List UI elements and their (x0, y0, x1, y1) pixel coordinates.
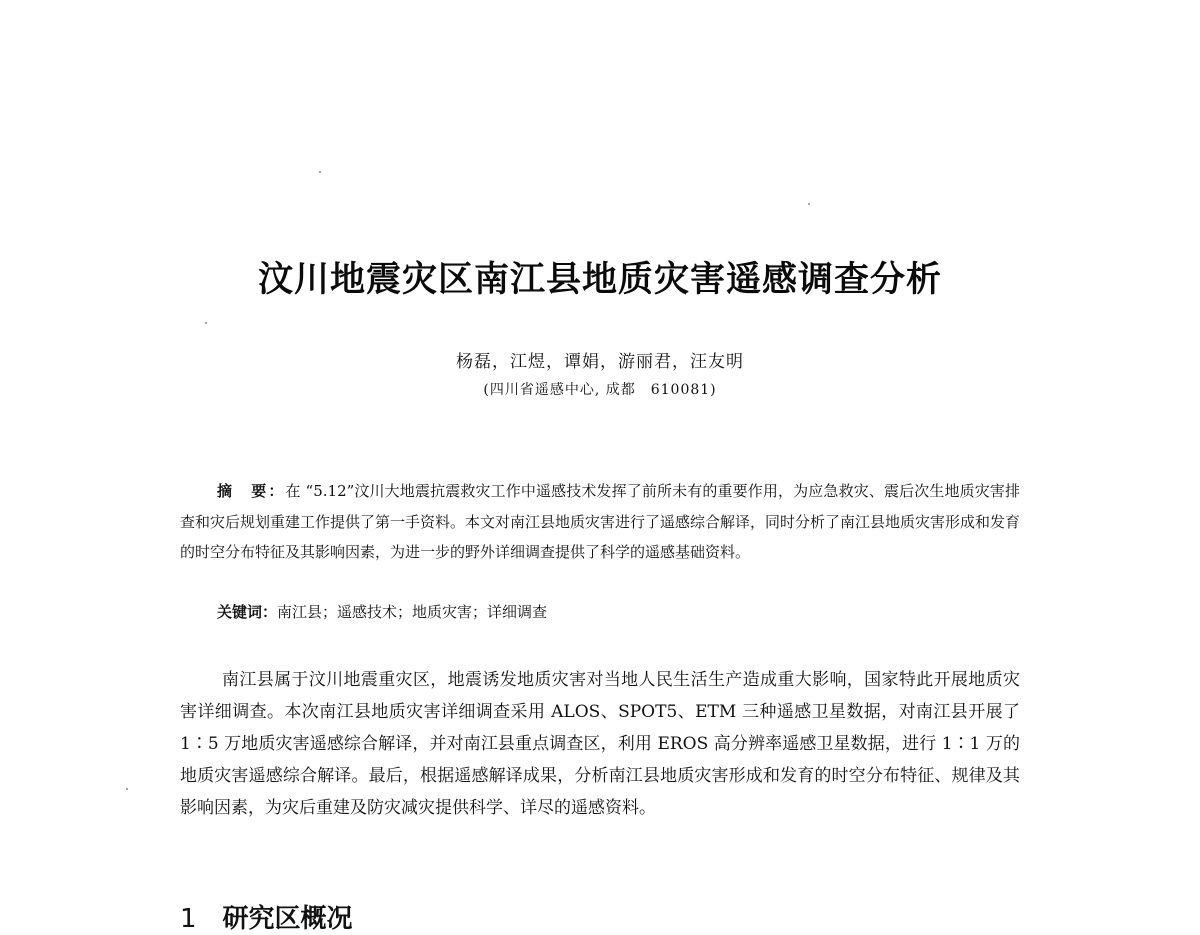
keywords-text: 南江县；遥感技术；地质灾害；详细调查 (277, 603, 548, 621)
section-title: 研究区概况 (222, 904, 353, 934)
scan-speck (808, 203, 810, 205)
abstract-text: 在 “5.12”汶川大地震抗震救灾工作中遥感技术发挥了前所未有的重要作用，为应急救灾、震后次生地质灾害排查和灾后规划重建工作提供了第一手资料。本文对南江县地质灾害进行了遥感综合解译，同时分析了南江县地质灾害形成和发育的时空分布特征及其影响因素，为进一步的野外详细调查提供了科学的遥感基础资料。 (180, 482, 1021, 561)
keywords-label: 关键词： (217, 603, 278, 621)
scan-speck (205, 322, 207, 324)
scan-speck (126, 788, 128, 790)
keywords (217, 601, 547, 622)
paper-title: 汶川地震灾区南江县地质灾害遥感调查分析 (257, 260, 942, 300)
abstract-label: 摘 要： (217, 482, 286, 500)
section-number: 1 (180, 904, 197, 934)
section-heading (180, 898, 353, 935)
author-affiliation: (四川省遥感中心, 成都 610081) (483, 382, 717, 398)
scan-speck (319, 171, 321, 173)
intro-paragraph: 南江县属于汶川地震重灾区，地震诱发地质灾害对当地人民生活生产造成重大影响，国家特此开展地质灾害详细调查。本次南江县地质灾害详细调查采用 ALOS、SPOT5、ETM 三种遥感卫星数据，对南江县开展了 1∶5 万地质灾害遥感综合解译，并对南江县重点调查区，利用 EROS 高分辨率遥感卫星数据，进行 1∶1 万的地质灾害遥感综合解译。最后，根据遥感解译成果，分析南江县地质灾害形成和发育的时空分布特征、规律及其影响因素，为灾后重建及防灾减灾提供科学、详尽的遥感资料。 (180, 670, 1020, 818)
abstract (180, 476, 1020, 568)
author-list: 杨磊，江煜，谭娟，游丽君，汪友明 (456, 352, 744, 372)
